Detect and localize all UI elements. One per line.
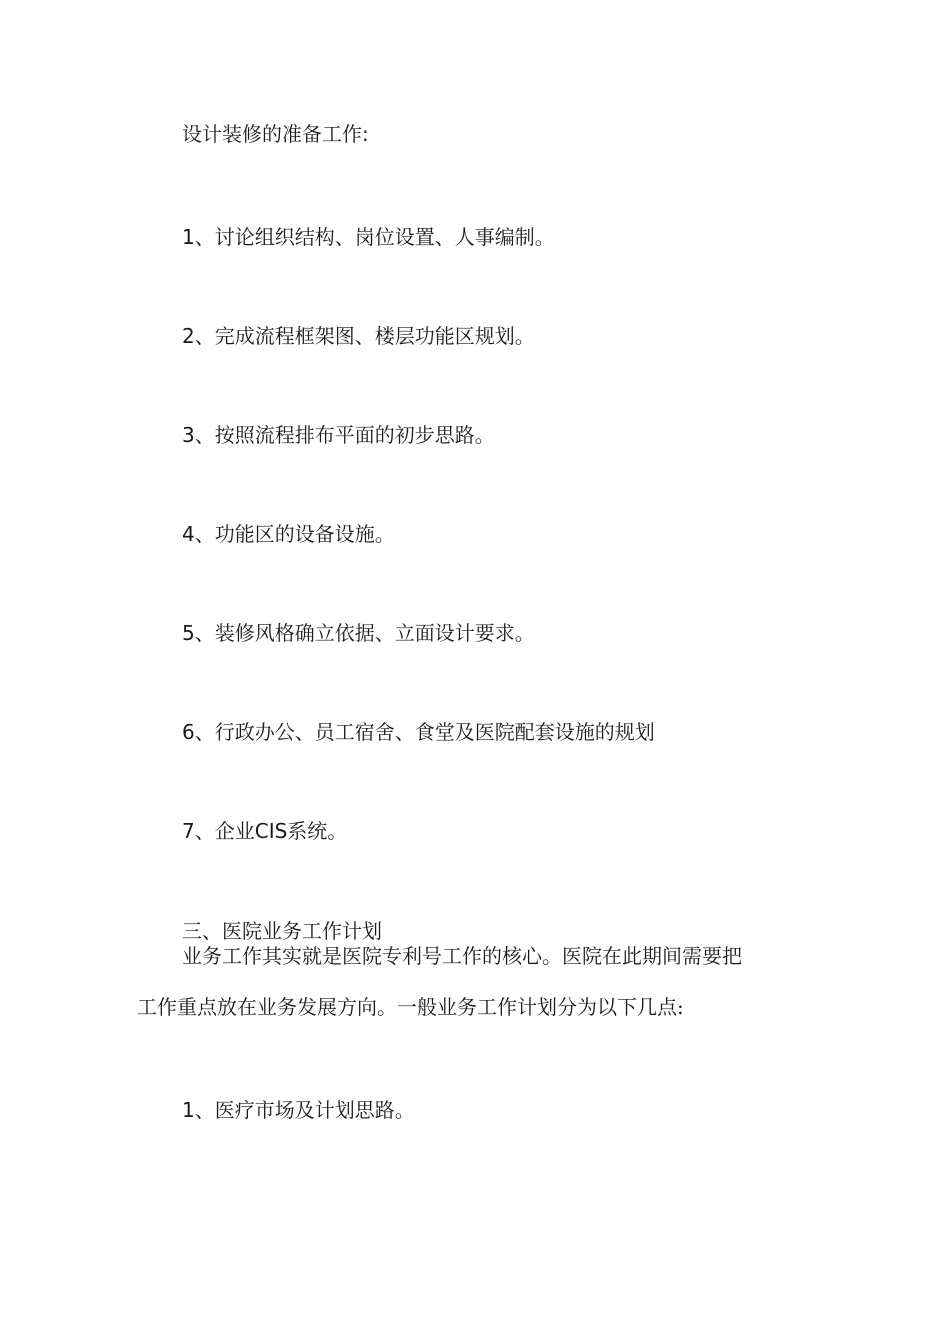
prep-item-5: 5、装修风格确立依据、立面设计要求。 [182, 621, 535, 645]
prep-heading: 设计装修的准备工作: [182, 122, 369, 146]
business-paragraph-line-1: 业务工作其实就是医院专利号工作的核心。医院在此期间需要把 [182, 944, 742, 968]
prep-item-2: 2、完成流程框架图、楼层功能区规划。 [182, 324, 535, 348]
business-item-1: 1、医疗市场及计划思路。 [182, 1098, 415, 1122]
business-paragraph-line-2: 工作重点放在业务发展方向。一般业务工作计划分为以下几点: [137, 995, 684, 1019]
prep-item-1: 1、讨论组织结构、岗位设置、人事编制。 [182, 225, 555, 249]
prep-item-3: 3、按照流程排布平面的初步思路。 [182, 423, 495, 447]
prep-item-4: 4、功能区的设备设施。 [182, 522, 395, 546]
prep-item-6: 6、行政办公、员工宿舍、食堂及医院配套设施的规划 [182, 720, 655, 744]
business-heading: 三、医院业务工作计划 [182, 919, 382, 943]
prep-item-7: 7、企业CIS系统。 [182, 819, 348, 843]
